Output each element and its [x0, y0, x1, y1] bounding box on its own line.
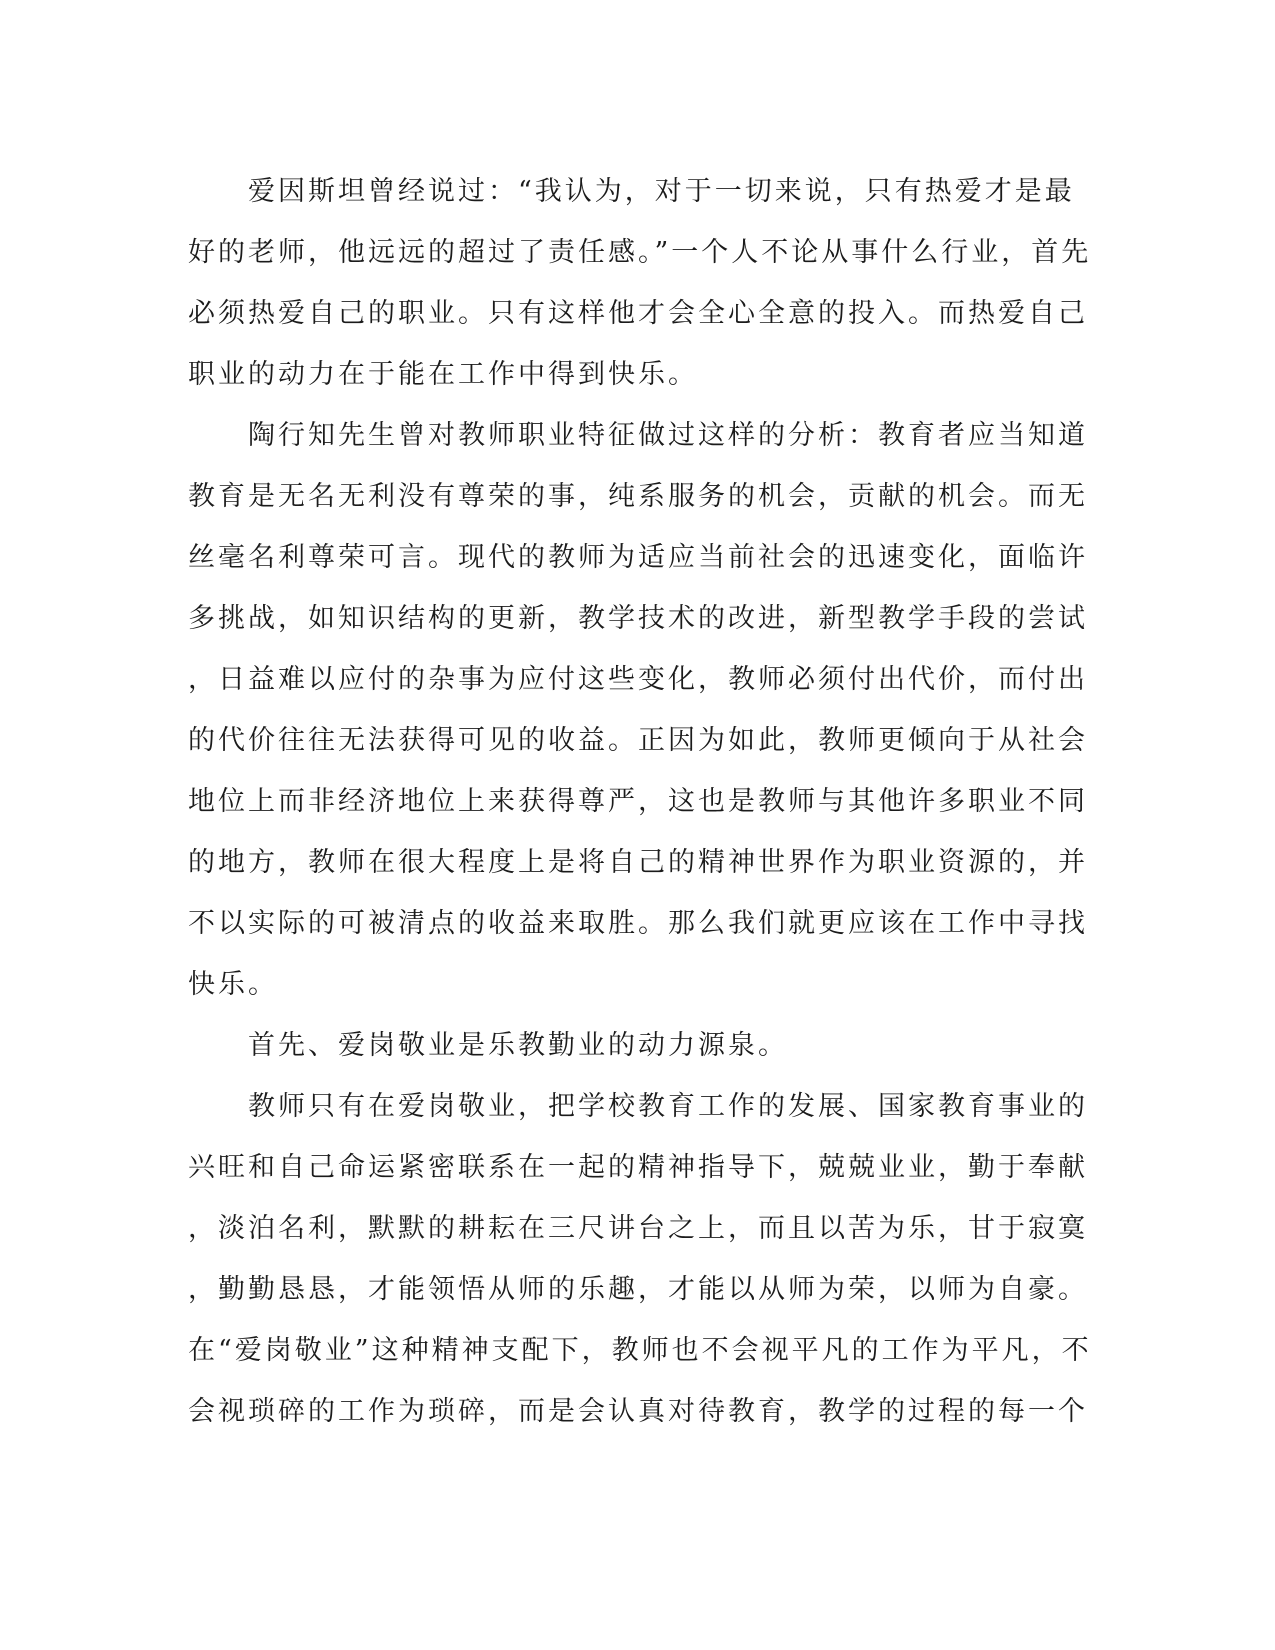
- text-line: ，勤勤恳恳，才能领悟从师的乐趣，才能以从师为荣，以师为自豪。: [188, 1274, 1088, 1305]
- paragraph-einstein-quote: [188, 161, 1092, 405]
- text-line: 教师只有在爱岗敬业，把学校教育工作的发展、国家教育事业的: [248, 1091, 1088, 1122]
- text-line: 爱因斯坦曾经说过：“我认为，对于一切来说，只有热爱才是最: [248, 176, 1075, 207]
- paragraph-section-heading: [188, 1015, 1068, 1076]
- text-line: 职业的动力在于能在工作中得到快乐。: [188, 359, 698, 390]
- text-line: 必须热爱自己的职业。只有这样他才会全心全意的投入。而热爱自己: [188, 298, 1088, 329]
- text-line: 在“爱岗敬业”这种精神支配下，教师也不会视平凡的工作为平凡，不: [188, 1335, 1092, 1366]
- text-line: 不以实际的可被清点的收益来取胜。那么我们就更应该在工作中寻找: [188, 908, 1088, 939]
- paragraph-dedication: [188, 1076, 1092, 1442]
- text-line: 丝毫名利尊荣可言。现代的教师为适应当前社会的迅速变化，面临许: [188, 542, 1088, 573]
- text-line: ，淡泊名利，默默的耕耘在三尺讲台之上，而且以苦为乐，甘于寂寞: [188, 1213, 1088, 1244]
- text-line: 的地方，教师在很大程度上是将自己的精神世界作为职业资源的，并: [188, 847, 1088, 878]
- text-line: 地位上而非经济地位上来获得尊严，这也是教师与其他许多职业不同: [188, 786, 1088, 817]
- text-line: 多挑战，如知识结构的更新，教学技术的改进，新型教学手段的尝试: [188, 603, 1088, 634]
- text-line: 的代价往往无法获得可见的收益。正因为如此，教师更倾向于从社会: [188, 725, 1088, 756]
- text-line: 快乐。: [188, 969, 278, 1000]
- text-line: 会视琐碎的工作为琐碎，而是会认真对待教育，教学的过程的每一个: [188, 1396, 1088, 1427]
- text-line: 首先、爱岗敬业是乐教勤业的动力源泉。: [248, 1030, 788, 1061]
- paragraph-tao-xingzhi: [188, 405, 1088, 1015]
- text-line: 教育是无名无利没有尊荣的事，纯系服务的机会，贡献的机会。而无: [188, 481, 1088, 512]
- text-line: ，日益难以应付的杂事为应付这些变化，教师必须付出代价，而付出: [188, 664, 1088, 695]
- text-line: 兴旺和自己命运紧密联系在一起的精神指导下，兢兢业业，勤于奉献: [188, 1152, 1088, 1183]
- text-line: 陶行知先生曾对教师职业特征做过这样的分析：教育者应当知道: [248, 420, 1088, 451]
- text-line: 好的老师，他远远的超过了责任感。”一个人不论从事什么行业，首先: [188, 237, 1092, 268]
- document-body: [188, 161, 1092, 1442]
